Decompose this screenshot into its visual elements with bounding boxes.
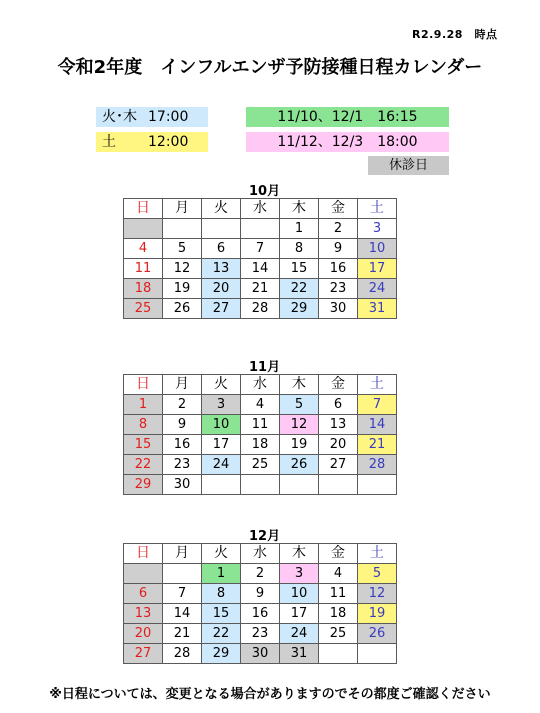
day-cell: 6 bbox=[202, 239, 241, 259]
day-cell: 3 bbox=[202, 395, 241, 415]
day-cell: 23 bbox=[163, 455, 202, 475]
weekday-header: 水 bbox=[241, 375, 280, 395]
day-cell: 17 bbox=[280, 604, 319, 624]
week-row bbox=[124, 435, 397, 455]
day-cell: 27 bbox=[124, 644, 163, 664]
day-cell: 18 bbox=[124, 279, 163, 299]
day-cell: 15 bbox=[280, 259, 319, 279]
weekday-header: 日 bbox=[124, 199, 163, 219]
day-cell: 21 bbox=[241, 279, 280, 299]
day-cell: 1 bbox=[202, 564, 241, 584]
day-cell bbox=[358, 644, 397, 664]
day-cell: 12 bbox=[163, 259, 202, 279]
day-cell: 13 bbox=[319, 415, 358, 435]
day-cell: 5 bbox=[280, 395, 319, 415]
day-cell: 26 bbox=[163, 299, 202, 319]
day-cell: 22 bbox=[280, 279, 319, 299]
day-cell: 8 bbox=[202, 584, 241, 604]
day-cell: 13 bbox=[124, 604, 163, 624]
week-row bbox=[124, 299, 397, 319]
month-label-december: 12月 bbox=[249, 529, 281, 544]
day-cell: 21 bbox=[163, 624, 202, 644]
day-cell: 24 bbox=[202, 455, 241, 475]
week-row bbox=[124, 475, 397, 495]
legend-tue-thu-days: 火･木 bbox=[102, 109, 137, 125]
day-cell: 8 bbox=[124, 415, 163, 435]
day-cell bbox=[202, 219, 241, 239]
day-cell: 9 bbox=[319, 239, 358, 259]
week-row bbox=[124, 259, 397, 279]
footnote: ※日程については、変更となる場合がありますのでその都度ご確認ください bbox=[49, 687, 491, 702]
weekday-header: 火 bbox=[202, 375, 241, 395]
day-cell: 10 bbox=[280, 584, 319, 604]
day-cell: 20 bbox=[124, 624, 163, 644]
weekday-header: 日 bbox=[124, 375, 163, 395]
day-cell: 15 bbox=[124, 435, 163, 455]
day-cell: 23 bbox=[241, 624, 280, 644]
day-cell bbox=[241, 475, 280, 495]
day-cell bbox=[319, 644, 358, 664]
week-row bbox=[124, 395, 397, 415]
weekday-header: 水 bbox=[241, 544, 280, 564]
day-cell bbox=[241, 219, 280, 239]
day-cell: 29 bbox=[202, 644, 241, 664]
day-cell bbox=[358, 475, 397, 495]
day-cell: 28 bbox=[163, 644, 202, 664]
day-cell: 11 bbox=[124, 259, 163, 279]
weekday-header: 月 bbox=[163, 544, 202, 564]
legend-closed-day: 休診日 bbox=[368, 156, 449, 175]
legend-special-b: 11/12、12/3 18:00 bbox=[246, 132, 449, 152]
week-row bbox=[124, 279, 397, 299]
day-cell: 2 bbox=[319, 219, 358, 239]
day-cell: 16 bbox=[241, 604, 280, 624]
day-cell: 31 bbox=[358, 299, 397, 319]
day-cell: 7 bbox=[358, 395, 397, 415]
weekday-header: 月 bbox=[163, 375, 202, 395]
day-cell: 30 bbox=[319, 299, 358, 319]
day-cell: 5 bbox=[358, 564, 397, 584]
calendar-december bbox=[123, 543, 397, 664]
day-cell bbox=[124, 219, 163, 239]
day-cell: 17 bbox=[202, 435, 241, 455]
day-cell: 16 bbox=[319, 259, 358, 279]
day-cell: 12 bbox=[358, 584, 397, 604]
calendar-october bbox=[123, 198, 397, 319]
day-cell: 22 bbox=[202, 624, 241, 644]
day-cell: 4 bbox=[241, 395, 280, 415]
weekday-header: 木 bbox=[280, 544, 319, 564]
day-cell bbox=[202, 475, 241, 495]
day-cell: 30 bbox=[241, 644, 280, 664]
week-row bbox=[124, 455, 397, 475]
day-cell: 18 bbox=[241, 435, 280, 455]
legend-tue-thu-time: 17:00 bbox=[148, 109, 189, 125]
day-cell: 18 bbox=[319, 604, 358, 624]
day-cell: 20 bbox=[202, 279, 241, 299]
day-cell: 7 bbox=[241, 239, 280, 259]
day-cell: 8 bbox=[280, 239, 319, 259]
day-cell: 24 bbox=[358, 279, 397, 299]
week-row bbox=[124, 584, 397, 604]
week-row bbox=[124, 624, 397, 644]
day-cell: 14 bbox=[163, 604, 202, 624]
day-cell: 15 bbox=[202, 604, 241, 624]
day-cell: 13 bbox=[202, 259, 241, 279]
month-label-november: 11月 bbox=[249, 360, 281, 375]
day-cell: 17 bbox=[358, 259, 397, 279]
weekday-header: 土 bbox=[358, 375, 397, 395]
day-cell: 19 bbox=[163, 279, 202, 299]
weekday-header: 金 bbox=[319, 375, 358, 395]
day-cell: 27 bbox=[202, 299, 241, 319]
day-cell: 4 bbox=[319, 564, 358, 584]
weekday-header: 水 bbox=[241, 199, 280, 219]
day-cell: 2 bbox=[241, 564, 280, 584]
day-cell: 6 bbox=[319, 395, 358, 415]
page-title: 令和2年度 インフルエンザ予防接種日程カレンダー bbox=[57, 57, 483, 78]
day-cell: 19 bbox=[358, 604, 397, 624]
day-cell: 24 bbox=[280, 624, 319, 644]
day-cell bbox=[124, 564, 163, 584]
weekday-header: 火 bbox=[202, 544, 241, 564]
day-cell: 23 bbox=[319, 279, 358, 299]
day-cell: 27 bbox=[319, 455, 358, 475]
day-cell: 7 bbox=[163, 584, 202, 604]
day-cell: 12 bbox=[280, 415, 319, 435]
weekday-header: 土 bbox=[358, 199, 397, 219]
day-cell bbox=[163, 564, 202, 584]
day-cell: 9 bbox=[241, 584, 280, 604]
day-cell: 31 bbox=[280, 644, 319, 664]
week-row bbox=[124, 644, 397, 664]
day-cell: 26 bbox=[280, 455, 319, 475]
day-cell: 9 bbox=[163, 415, 202, 435]
day-cell: 19 bbox=[280, 435, 319, 455]
weekday-header: 金 bbox=[319, 544, 358, 564]
weekday-header: 火 bbox=[202, 199, 241, 219]
legend-saturday-time: 12:00 bbox=[148, 134, 189, 150]
weekday-header: 月 bbox=[163, 199, 202, 219]
day-cell: 28 bbox=[358, 455, 397, 475]
day-cell: 25 bbox=[319, 624, 358, 644]
day-cell: 30 bbox=[163, 475, 202, 495]
calendar-november bbox=[123, 374, 397, 495]
day-cell: 29 bbox=[124, 475, 163, 495]
month-label-october: 10月 bbox=[249, 184, 281, 199]
week-row bbox=[124, 239, 397, 259]
day-cell: 4 bbox=[124, 239, 163, 259]
day-cell: 1 bbox=[124, 395, 163, 415]
day-cell: 1 bbox=[280, 219, 319, 239]
day-cell: 21 bbox=[358, 435, 397, 455]
legend-special-a: 11/10、12/1 16:15 bbox=[246, 107, 449, 127]
day-cell bbox=[319, 475, 358, 495]
day-cell bbox=[163, 219, 202, 239]
day-cell: 3 bbox=[358, 219, 397, 239]
legend-saturday bbox=[96, 132, 208, 152]
weekday-header-row bbox=[124, 375, 397, 395]
weekday-header: 木 bbox=[280, 375, 319, 395]
week-row bbox=[124, 415, 397, 435]
day-cell: 6 bbox=[124, 584, 163, 604]
day-cell: 16 bbox=[163, 435, 202, 455]
weekday-header: 日 bbox=[124, 544, 163, 564]
day-cell: 11 bbox=[241, 415, 280, 435]
day-cell bbox=[280, 475, 319, 495]
weekday-header: 金 bbox=[319, 199, 358, 219]
week-row bbox=[124, 604, 397, 624]
day-cell: 22 bbox=[124, 455, 163, 475]
day-cell: 2 bbox=[163, 395, 202, 415]
weekday-header-row bbox=[124, 199, 397, 219]
weekday-header-row bbox=[124, 544, 397, 564]
weekday-header: 木 bbox=[280, 199, 319, 219]
week-row bbox=[124, 219, 397, 239]
day-cell: 29 bbox=[280, 299, 319, 319]
day-cell: 20 bbox=[319, 435, 358, 455]
day-cell: 3 bbox=[280, 564, 319, 584]
day-cell: 25 bbox=[241, 455, 280, 475]
legend-saturday-days: 土 bbox=[102, 134, 116, 150]
as-of-date: R2.9.28 時点 bbox=[412, 28, 498, 41]
day-cell: 25 bbox=[124, 299, 163, 319]
day-cell: 11 bbox=[319, 584, 358, 604]
day-cell: 10 bbox=[202, 415, 241, 435]
day-cell: 26 bbox=[358, 624, 397, 644]
day-cell: 28 bbox=[241, 299, 280, 319]
day-cell: 10 bbox=[358, 239, 397, 259]
weekday-header: 土 bbox=[358, 544, 397, 564]
day-cell: 14 bbox=[241, 259, 280, 279]
day-cell: 14 bbox=[358, 415, 397, 435]
legend-tue-thu bbox=[96, 107, 208, 127]
week-row bbox=[124, 564, 397, 584]
day-cell: 5 bbox=[163, 239, 202, 259]
